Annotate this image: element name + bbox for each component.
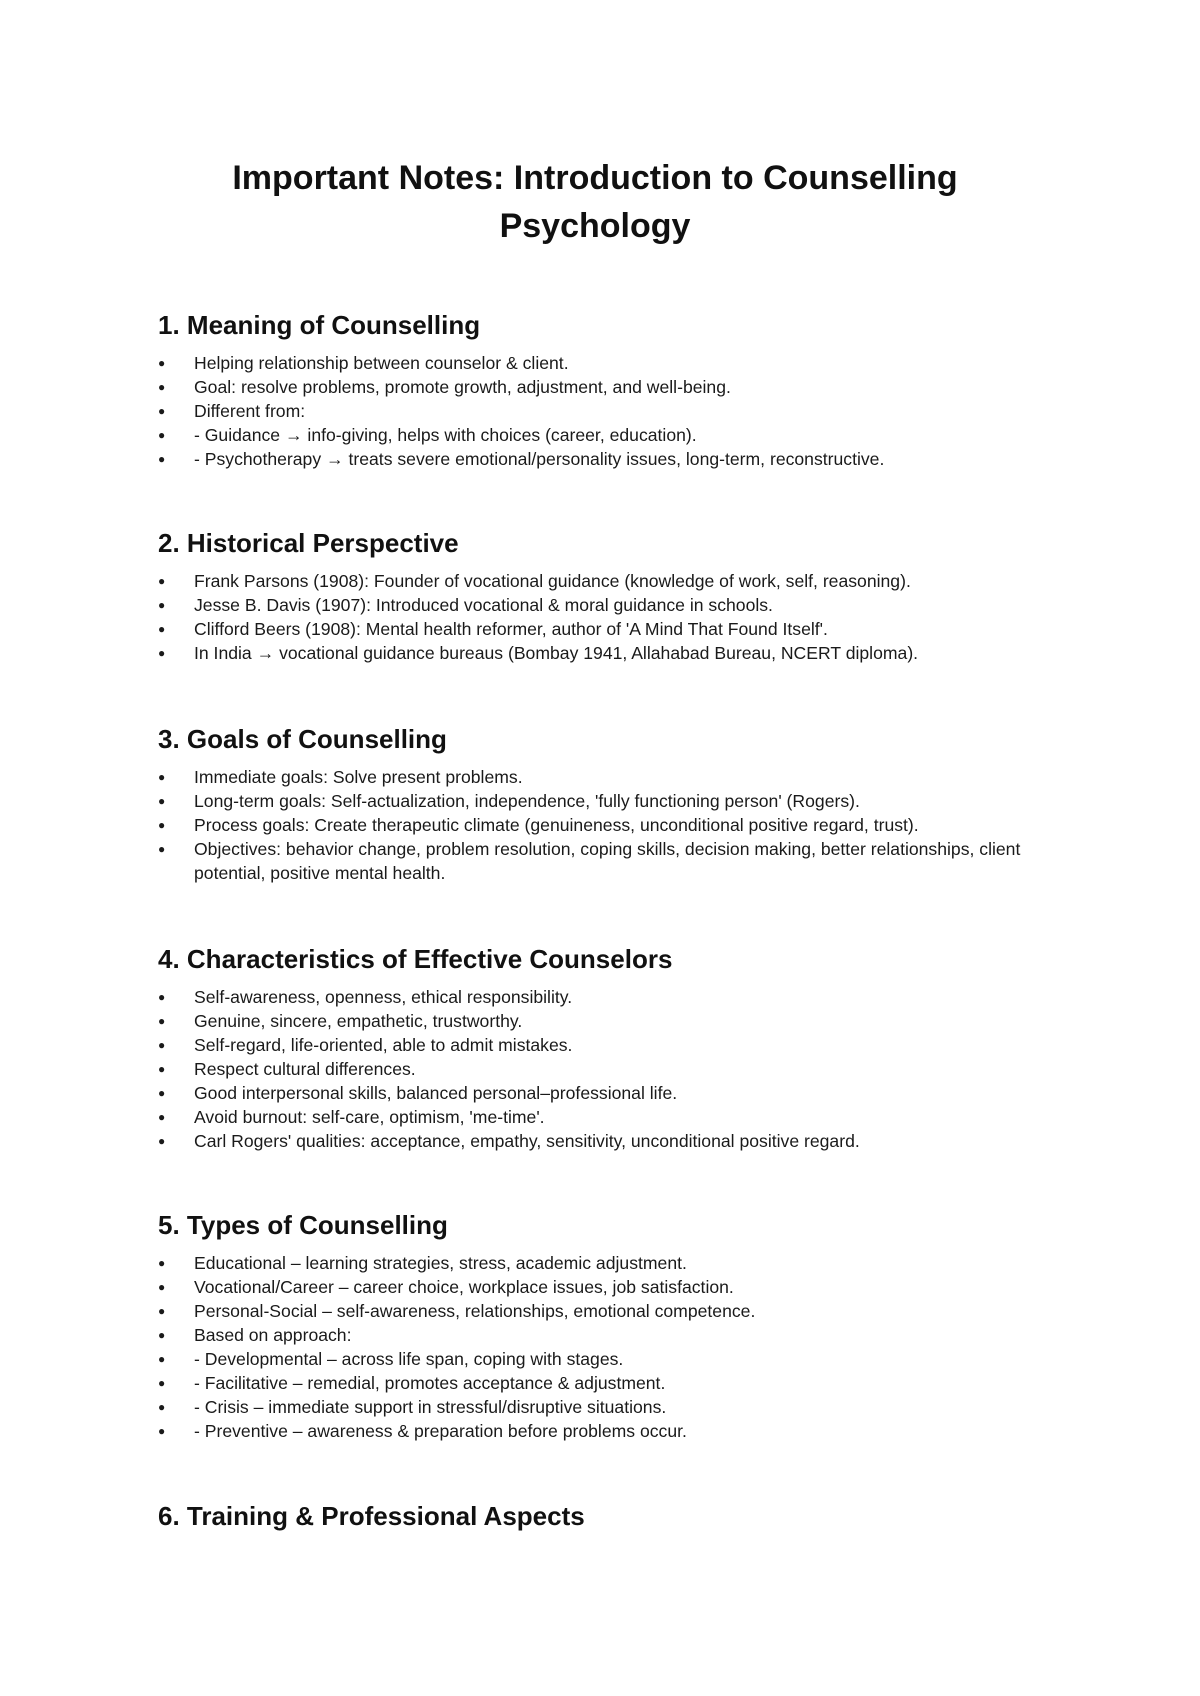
bullet-icon: ●	[158, 1038, 166, 1052]
section-meaning-of-counselling	[158, 309, 1058, 471]
list-item	[158, 617, 1058, 641]
bullet-list	[158, 351, 1058, 471]
list-item-text: Avoid burnout: self-care, optimism, 'me-time'.	[194, 1107, 545, 1127]
list-item-text: Respect cultural differences.	[194, 1059, 416, 1079]
list-item-text: Carl Rogers' qualities: acceptance, empathy, sensitivity, unconditional positive regard.	[194, 1131, 860, 1151]
document-title: Important Notes: Introduction to Counselling Psychology	[232, 159, 958, 245]
section-heading: 5. Types of Counselling	[158, 1210, 448, 1240]
bullet-list	[158, 1251, 1058, 1443]
list-item	[158, 813, 1058, 837]
list-item-text: Personal-Social – self-awareness, relationships, emotional competence.	[194, 1301, 756, 1321]
list-item	[158, 375, 1058, 399]
bullet-icon: ●	[158, 1304, 166, 1318]
list-item-text: Immediate goals: Solve present problems.	[194, 767, 523, 787]
bullet-list	[158, 569, 1058, 665]
section-heading: 1. Meaning of Counselling	[158, 310, 481, 340]
list-item	[158, 1299, 1058, 1323]
list-item-text: Vocational/Career – career choice, workplace issues, job satisfaction.	[194, 1277, 734, 1297]
list-item-text: - Facilitative – remedial, promotes acceptance & adjustment.	[194, 1373, 666, 1393]
list-item	[158, 1323, 1058, 1347]
bullet-icon: ●	[158, 1110, 166, 1124]
list-item	[158, 1251, 1058, 1275]
bullet-icon: ●	[158, 428, 166, 442]
bullet-icon: ●	[158, 598, 166, 612]
list-item-text: Clifford Beers (1908): Mental health reformer, author of 'A Mind That Found Itself'.	[194, 619, 828, 639]
bullet-icon: ●	[158, 770, 166, 784]
list-item	[158, 1419, 1058, 1443]
list-item-text: Helping relationship between counselor & client.	[194, 353, 569, 373]
bullet-icon: ●	[158, 1014, 166, 1028]
list-item-text: Self-awareness, openness, ethical responsibility.	[194, 987, 573, 1007]
list-item	[158, 765, 1058, 789]
bullet-icon: ●	[158, 1424, 166, 1438]
list-item	[158, 1057, 1058, 1081]
list-item	[158, 1371, 1058, 1395]
list-item	[158, 351, 1058, 375]
list-item-text: In India → vocational guidance bureaus (Bombay 1941, Allahabad Bureau, NCERT diploma).	[194, 643, 919, 663]
bullet-icon: ●	[158, 1134, 166, 1148]
section-heading: 3. Goals of Counselling	[158, 724, 447, 754]
bullet-icon: ●	[158, 1352, 166, 1366]
list-item	[158, 423, 1058, 447]
bullet-icon: ●	[158, 794, 166, 808]
list-item-text: Educational – learning strategies, stress, academic adjustment.	[194, 1253, 687, 1273]
list-item-text: Genuine, sincere, empathetic, trustworthy.	[194, 1011, 523, 1031]
list-item-text: - Guidance → info-giving, helps with choices (career, education).	[194, 425, 697, 445]
list-item-text: Frank Parsons (1908): Founder of vocational guidance (knowledge of work, self, reasoning).	[194, 571, 911, 591]
section-goals-of-counselling	[158, 723, 1058, 885]
bullet-icon: ●	[158, 1280, 166, 1294]
list-item	[158, 399, 1058, 423]
list-item-text: Jesse B. Davis (1907): Introduced vocational & moral guidance in schools.	[194, 595, 773, 615]
list-item-text: - Psychotherapy → treats severe emotional/personality issues, long-term, reconstructive.	[194, 449, 885, 469]
list-item	[158, 1275, 1058, 1299]
list-item	[158, 1129, 1058, 1153]
list-item-text: - Preventive – awareness & preparation before problems occur.	[194, 1421, 687, 1441]
section-training-professional-aspects	[158, 1500, 1058, 1532]
bullet-list	[158, 765, 1058, 885]
bullet-icon: ●	[158, 1376, 166, 1390]
bullet-icon: ●	[158, 842, 166, 856]
list-item-text: Process goals: Create therapeutic climate (genuineness, unconditional positive regard, trust).	[194, 815, 919, 835]
list-item	[158, 1395, 1058, 1419]
list-item	[158, 1081, 1058, 1105]
bullet-icon: ●	[158, 1086, 166, 1100]
list-item	[158, 1009, 1058, 1033]
section-heading: 4. Characteristics of Effective Counselors	[158, 944, 673, 974]
bullet-icon: ●	[158, 818, 166, 832]
list-item	[158, 1033, 1058, 1057]
list-item-text: - Crisis – immediate support in stressful/disruptive situations.	[194, 1397, 667, 1417]
section-heading: 6. Training & Professional Aspects	[158, 1501, 585, 1531]
list-item	[158, 1347, 1058, 1371]
list-item-text: Objectives: behavior change, problem resolution, coping skills, decision making, better relationships, client potential, positive mental health.	[194, 839, 1021, 883]
bullet-icon: ●	[158, 646, 166, 660]
section-historical-perspective	[158, 527, 1058, 665]
list-item	[158, 569, 1058, 593]
bullet-icon: ●	[158, 452, 166, 466]
bullet-icon: ●	[158, 380, 166, 394]
list-item	[158, 1105, 1058, 1129]
bullet-icon: ●	[158, 574, 166, 588]
list-item	[158, 985, 1058, 1009]
section-types-of-counselling	[158, 1209, 1058, 1443]
section-characteristics-of-effective-counselors	[158, 943, 1058, 1153]
bullet-icon: ●	[158, 356, 166, 370]
bullet-icon: ●	[158, 404, 166, 418]
bullet-list	[158, 985, 1058, 1153]
list-item-text: Based on approach:	[194, 1325, 352, 1345]
list-item-text: Good interpersonal skills, balanced personal–professional life.	[194, 1083, 678, 1103]
list-item	[158, 837, 1058, 885]
list-item	[158, 593, 1058, 617]
list-item-text: - Developmental – across life span, coping with stages.	[194, 1349, 624, 1369]
bullet-icon: ●	[158, 1328, 166, 1342]
list-item	[158, 641, 1058, 665]
bullet-icon: ●	[158, 1400, 166, 1414]
list-item-text: Different from:	[194, 401, 306, 421]
section-heading: 2. Historical Perspective	[158, 528, 459, 558]
list-item-text: Long-term goals: Self-actualization, independence, 'fully functioning person' (Rogers).	[194, 791, 860, 811]
bullet-icon: ●	[158, 990, 166, 1004]
bullet-icon: ●	[158, 1062, 166, 1076]
bullet-icon: ●	[158, 622, 166, 636]
list-item	[158, 789, 1058, 813]
list-item	[158, 447, 1058, 471]
list-item-text: Goal: resolve problems, promote growth, adjustment, and well-being.	[194, 377, 731, 397]
bullet-icon: ●	[158, 1256, 166, 1270]
list-item-text: Self-regard, life-oriented, able to admit mistakes.	[194, 1035, 573, 1055]
